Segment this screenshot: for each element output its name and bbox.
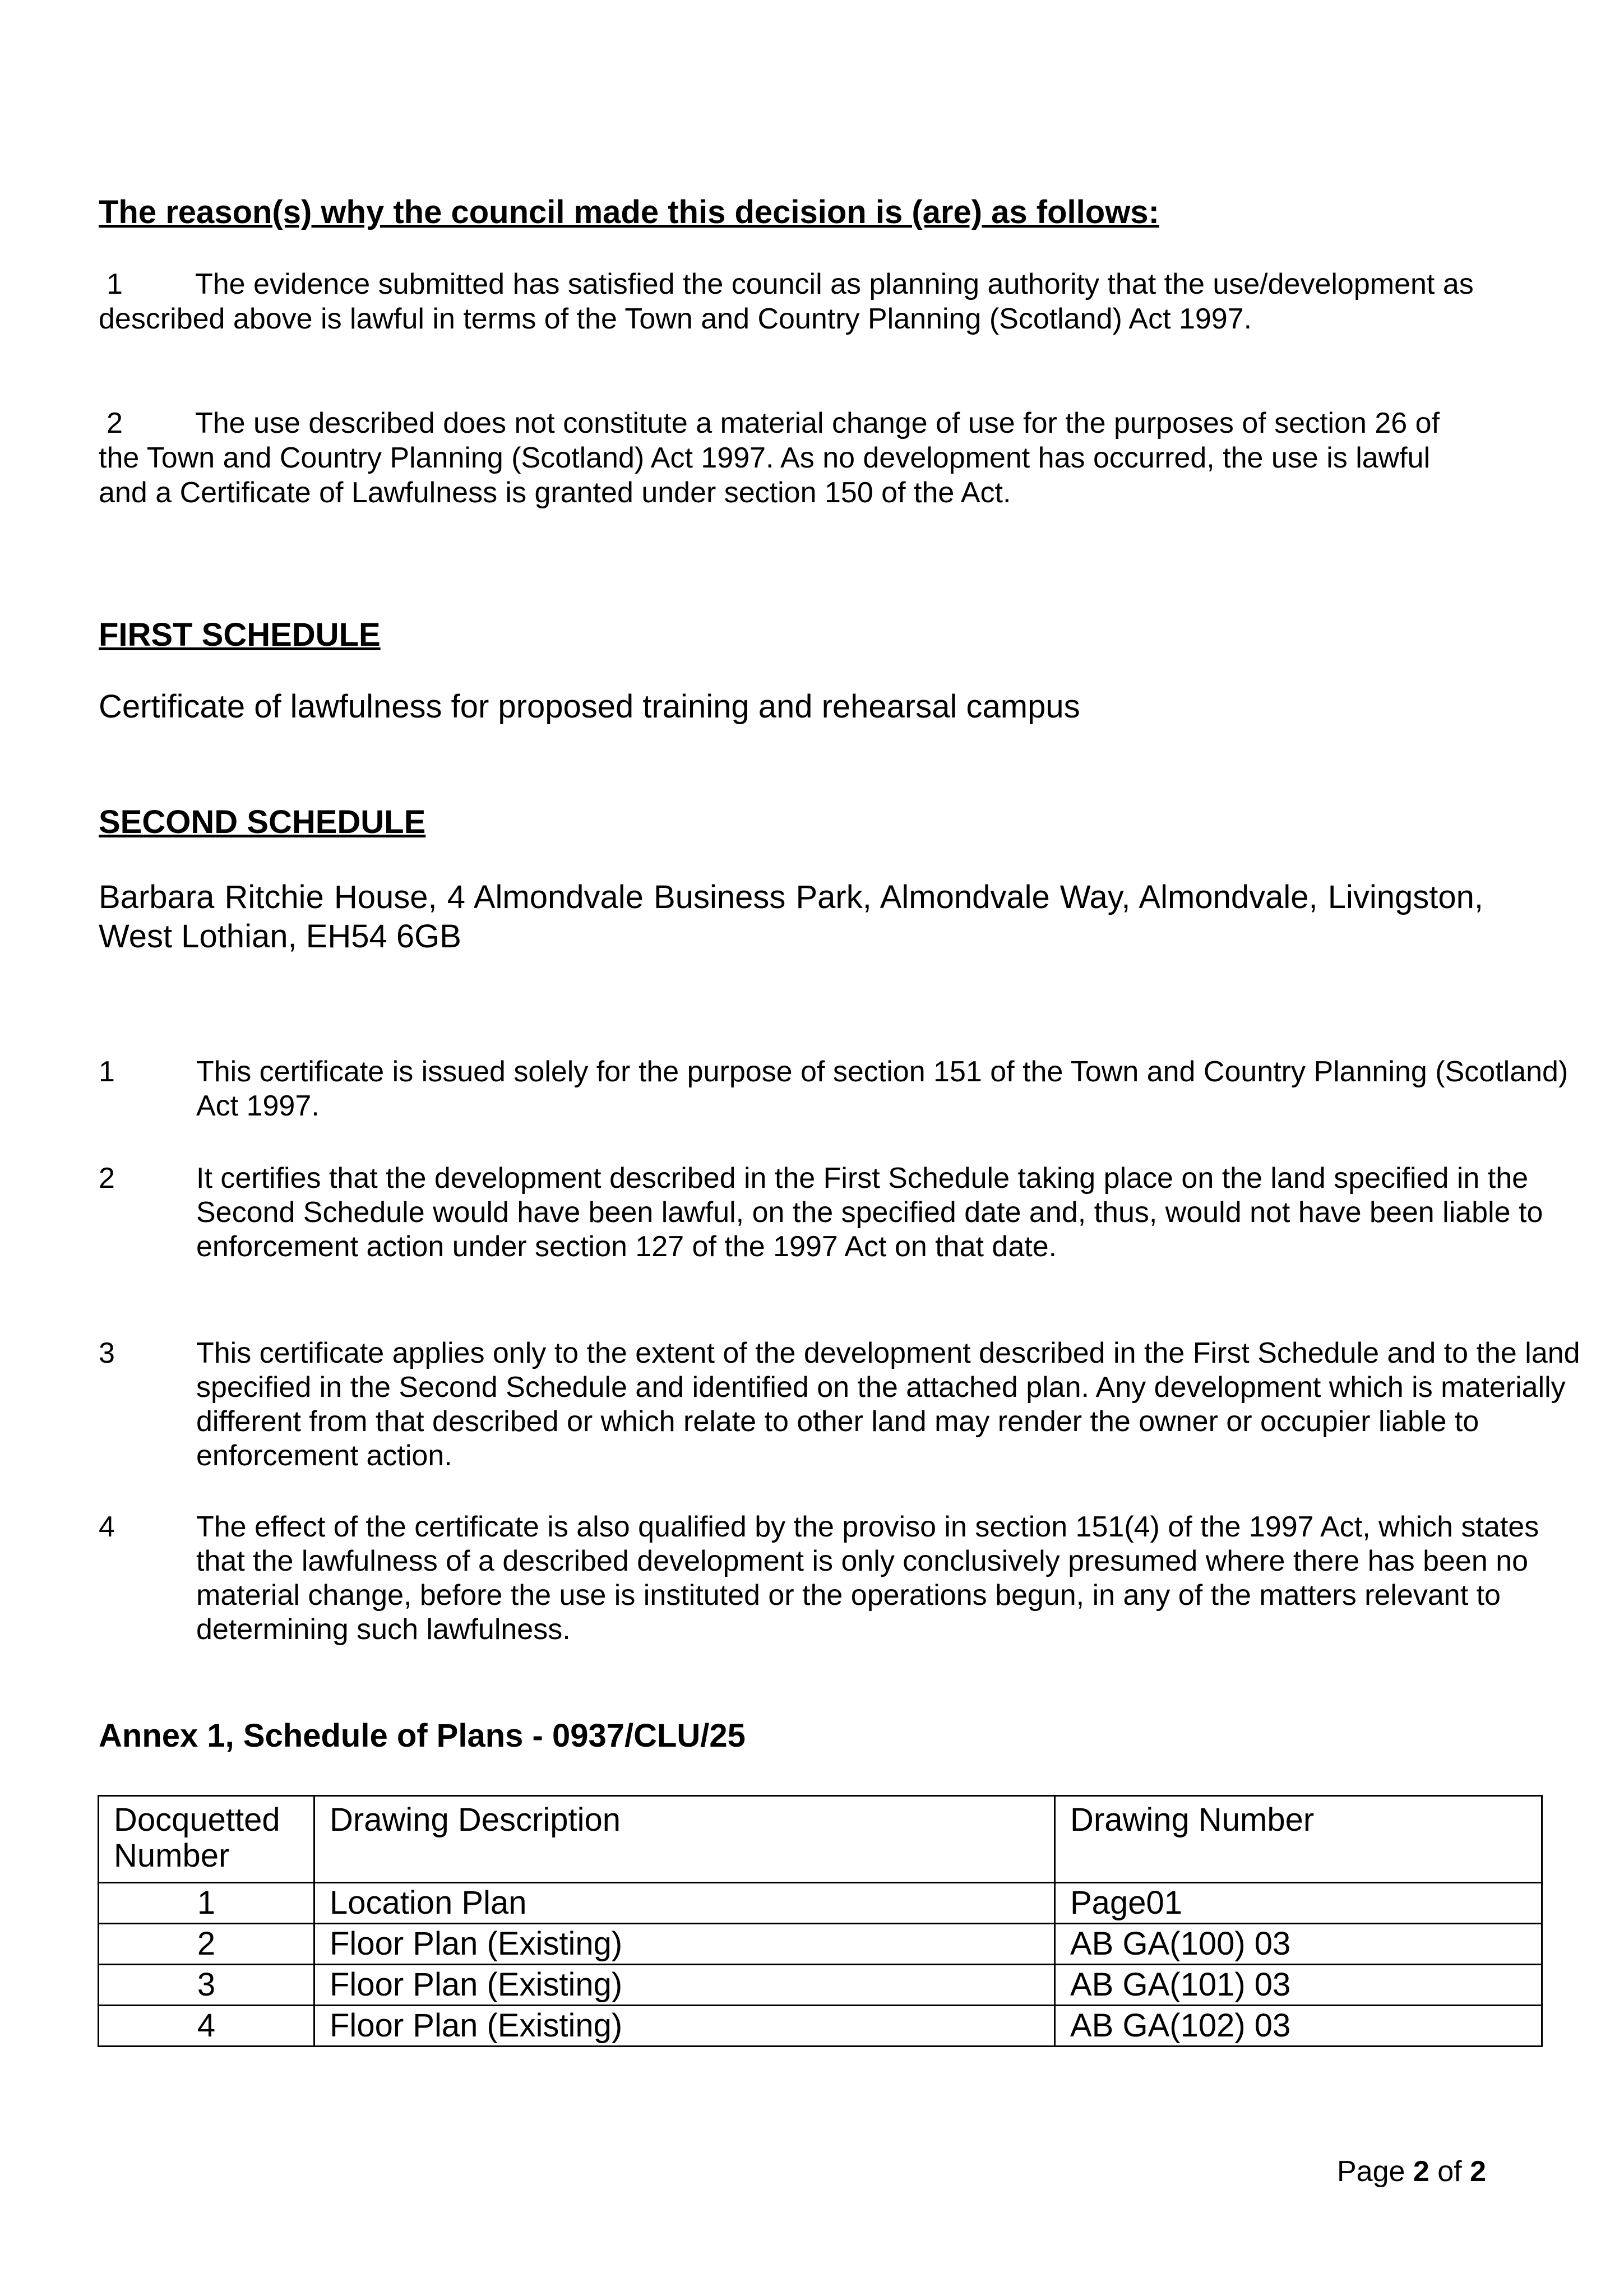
- note-item: [99, 1055, 1569, 1128]
- note-number: 2: [99, 1162, 115, 1195]
- column-header-docquetted-number: Docquetted Number: [99, 1796, 314, 1883]
- note-item: [99, 1161, 1543, 1302]
- drawing-description-cell: Location Plan: [314, 1883, 1055, 1924]
- note-item: [99, 1510, 1539, 1650]
- reason-number: 1: [107, 268, 123, 300]
- note-number: 1: [99, 1056, 115, 1088]
- second-schedule-address: Barbara Ritchie House, 4 Almondvale Business Park, Almondvale Way, Almondvale, Livingston, West Lothian, EH54 6GB: [99, 879, 1483, 955]
- docquetted-number-cell: 3: [99, 1965, 314, 2006]
- table-row: [99, 1924, 1542, 1965]
- total-pages: 2: [1470, 2155, 1486, 2188]
- note-item: [99, 1336, 1580, 1476]
- reason-number: 2: [107, 407, 123, 439]
- reason-item: [99, 267, 1483, 336]
- drawing-number-cell: AB GA(102) 03: [1055, 2006, 1542, 2047]
- table-row: [99, 1965, 1542, 2006]
- of-word: of: [1437, 2155, 1462, 2188]
- table-header-row: [99, 1796, 1542, 1883]
- note-number: 4: [99, 1511, 115, 1543]
- first-schedule-text: Certificate of lawfulness for proposed training and rehearsal campus: [99, 688, 1080, 725]
- current-page: 2: [1413, 2155, 1429, 2188]
- drawing-number-cell: AB GA(101) 03: [1055, 1965, 1542, 2006]
- reason-item: [99, 406, 1483, 510]
- note-number: 3: [99, 1337, 115, 1369]
- plans-table: [98, 1795, 1543, 2047]
- reasons-heading: The reason(s) why the council made this decision is (are) as follows:: [99, 194, 1159, 230]
- note-text: This certificate applies only to the extent of the development described in the First Schedule and to the land specified in the Second Schedule and identified on the attached plan. Any development which is materially different from that described or which relate to other land may render the owner or occupier liable to enforcement action.: [196, 1337, 1580, 1472]
- docquetted-number-cell: 2: [99, 1924, 314, 1965]
- drawing-description-cell: Floor Plan (Existing): [314, 2006, 1055, 2047]
- second-schedule-heading: SECOND SCHEDULE: [99, 804, 426, 840]
- column-header-drawing-number: Drawing Number: [1055, 1796, 1542, 1883]
- drawing-description-cell: Floor Plan (Existing): [314, 1965, 1055, 2006]
- drawing-description-cell: Floor Plan (Existing): [314, 1924, 1055, 1965]
- page-word: Page: [1336, 2155, 1405, 2188]
- table-row: [99, 1883, 1542, 1924]
- page-number-footer: [1337, 2155, 1486, 2188]
- column-header-drawing-description: Drawing Description: [314, 1796, 1055, 1883]
- drawing-number-cell: AB GA(100) 03: [1055, 1924, 1542, 1965]
- annex-title: Annex 1, Schedule of Plans - 0937/CLU/25: [99, 1718, 746, 1754]
- drawing-number-cell: Page01: [1055, 1883, 1542, 1924]
- table-row: [99, 2006, 1542, 2047]
- first-schedule-heading: FIRST SCHEDULE: [99, 617, 381, 653]
- reason-text: The evidence submitted has satisfied the council as planning authority that the use/development as described above is lawful in terms of the Town and Country Planning (Scotland) Act 1997.: [99, 268, 1474, 335]
- docquetted-number-cell: 1: [99, 1883, 314, 1924]
- note-text: The effect of the certificate is also qualified by the proviso in section 151(4) of the 1997 Act, which states that the lawfulness of a described development is only conclusively presumed where there has been no material change, before the use is instituted or the operations begun, in any of the matters relevant to determining such lawfulness.: [196, 1511, 1539, 1646]
- docquetted-number-cell: 4: [99, 2006, 314, 2047]
- reason-text: The use described does not constitute a material change of use for the purposes of section 26 of the Town and Country Planning (Scotland) Act 1997. As no development has occurred, the use is lawful and a Certificate of Lawfulness is granted under section 150 of the Act.: [99, 407, 1440, 509]
- note-text: It certifies that the development described in the First Schedule taking place on the land specified in the Second Schedule would have been lawful, on the specified date and, thus, would not have been liable to enforcement action under section 127 of the 1997 Act on that date.: [196, 1162, 1543, 1263]
- note-text: This certificate is issued solely for the purpose of section 151 of the Town and Country Planning (Scotland) Act 1997.: [196, 1056, 1569, 1122]
